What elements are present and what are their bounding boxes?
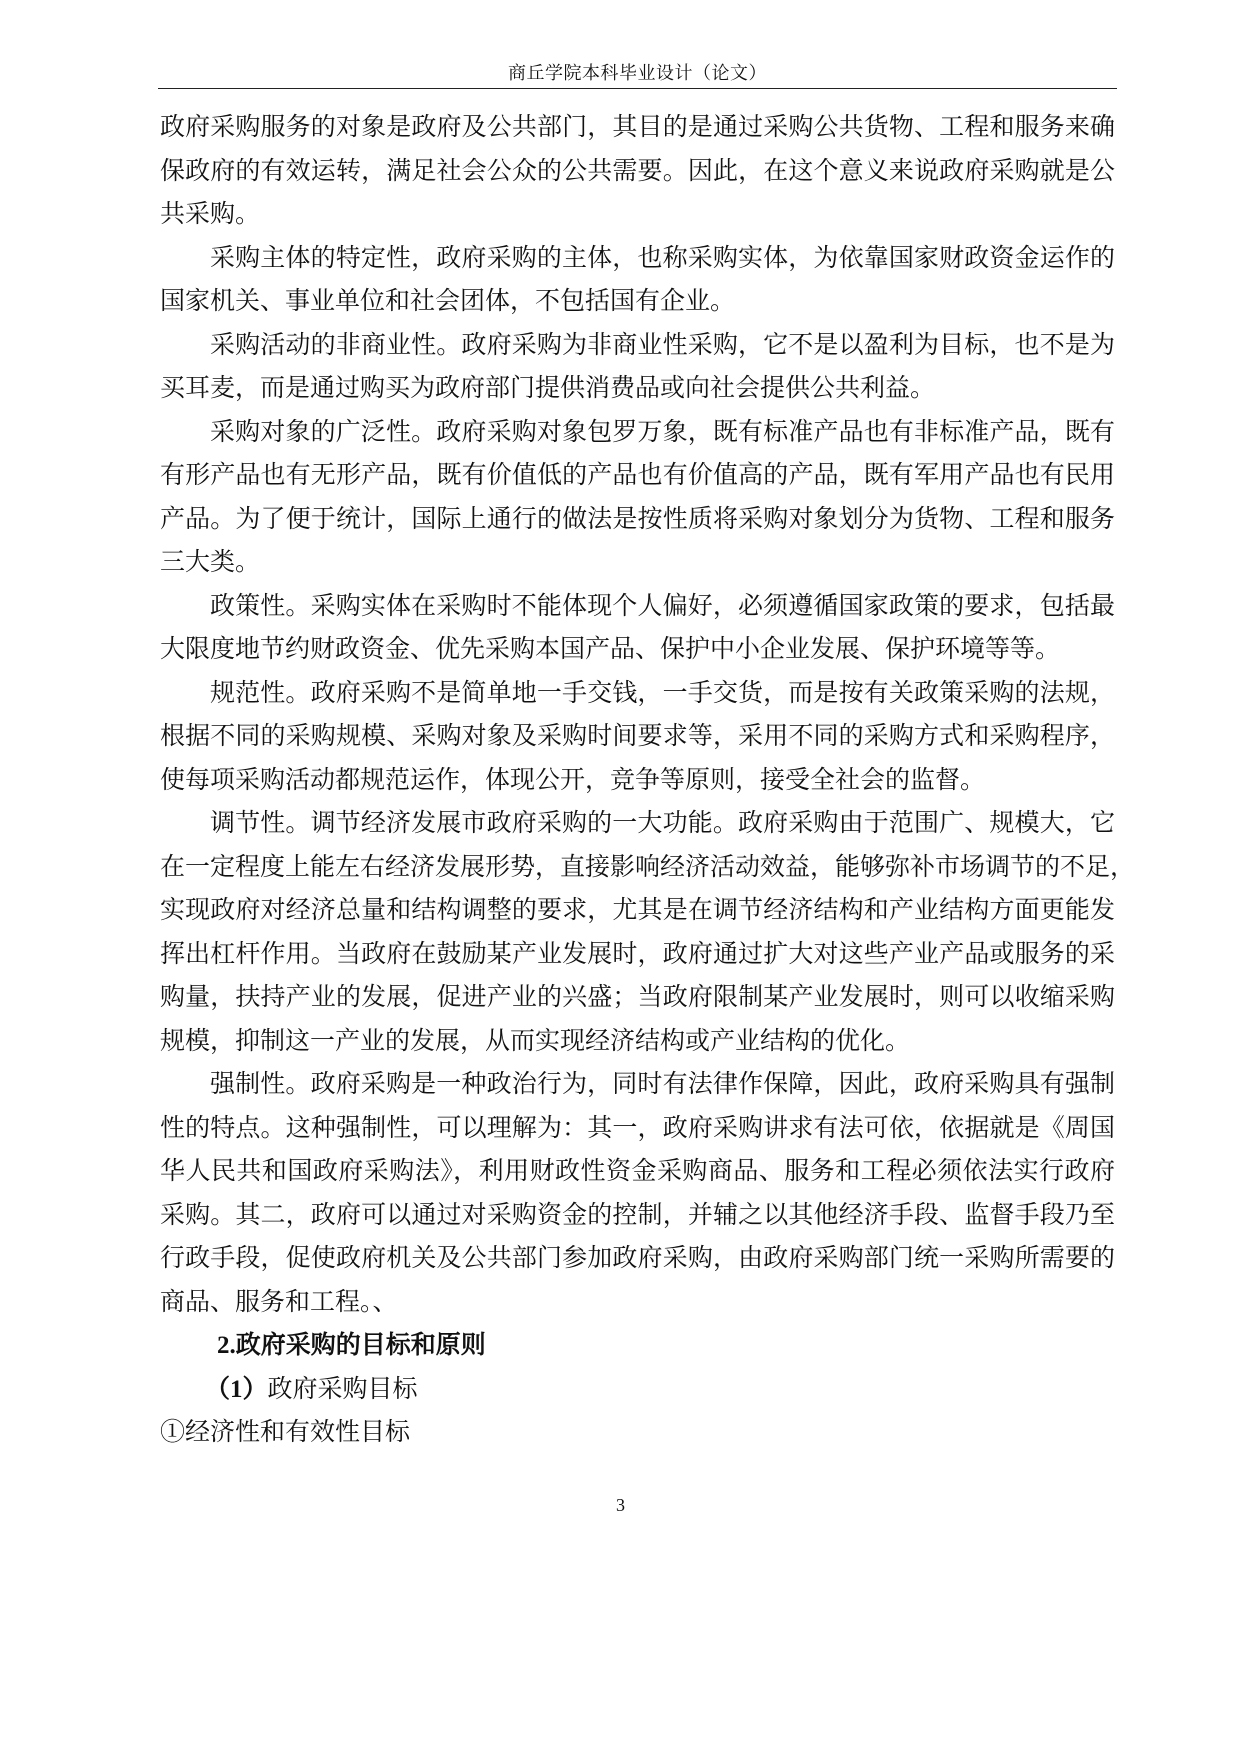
paragraph-line: 共采购。 — [160, 201, 261, 228]
paragraph-line: 行政手段，促使政府机关及公共部门参加政府采购，由政府采购部门统一采购所需要的 — [160, 1245, 1115, 1272]
paragraph-line: 华人民共和国政府采购法》，利用财政性资金采购商品、服务和工程必须依法实行政府 — [160, 1158, 1115, 1185]
paragraph-line: 根据不同的采购规模、采购对象及采购时间要求等，采用不同的采购方式和采购程序， — [160, 723, 1115, 750]
section-heading: 2.政府采购的目标和原则 — [217, 1332, 486, 1359]
paragraph — [160, 106, 1115, 237]
page-header — [158, 60, 1117, 89]
paragraph-line: 政策性。采购实体在采购时不能体现个人偏好，必须遵循国家政策的要求，包括最 — [210, 592, 1115, 620]
subsection-heading — [160, 1368, 1115, 1412]
paragraph — [160, 672, 1115, 803]
paragraph-line: 使每项采购活动都规范运作，体现公开，竞争等原则，接受全社会的监督。 — [160, 766, 986, 794]
paragraph — [160, 585, 1115, 672]
paragraph-line: 挥出杠杆作用。当政府在鼓励某产业发展时，政府通过扩大对这些产业产品或服务的采 — [160, 940, 1115, 968]
paragraph-line: 采购主体的特定性，政府采购的主体，也称采购实体，为依靠国家财政资金运作的 — [210, 244, 1115, 272]
paragraph — [160, 237, 1115, 324]
paragraph-line: 商品、服务和工程。、 — [160, 1288, 398, 1316]
paragraph-line: 规模，抑制这一产业的发展，从而实现经济结构或产业结构的优化。 — [160, 1027, 911, 1055]
paragraph — [160, 411, 1115, 585]
paragraph-line: 采购对象的广泛性。政府采购对象包罗万象，既有标准产品也有非标准产品，既有 — [210, 418, 1115, 446]
paragraph — [160, 324, 1115, 411]
body-text — [160, 106, 1136, 1455]
paragraph-line: 政府采购服务的对象是政府及公共部门，其目的是通过采购公共货物、工程和服务来确 — [160, 114, 1115, 141]
paragraph-line: 买耳麦，而是通过购买为政府部门提供消费品或向社会提供公共利益。 — [160, 375, 936, 402]
paragraph-line: 强制性。政府采购是一种政治行为，同时有法律作保障，因此，政府采购具有强制 — [210, 1071, 1115, 1098]
paragraph-line: 调节性。调节经济发展市政府采购的一大功能。政府采购由于范围广、规模大，它 — [210, 810, 1115, 837]
paragraph-line: 购量，扶持产业的发展，促进产业的兴盛；当政府限制某产业发展时，则可以收缩采购 — [160, 984, 1115, 1011]
header-title: 商丘学院本科毕业设计（论文） — [508, 63, 767, 83]
paragraph-line: 性的特点。这种强制性，可以理解为：其一，政府采购讲求有法可依，依据就是《周国 — [160, 1114, 1115, 1142]
page-number: 3 — [616, 1495, 625, 1515]
subsection-text: 政府采购目标 — [267, 1375, 418, 1403]
paragraph-line: 保政府的有效运转，满足社会公众的公共需要。因此，在这个意义来说政府采购就是公 — [160, 157, 1115, 185]
paragraph-line: 国家机关、事业单位和社会团体，不包括国有企业。 — [160, 288, 736, 315]
paragraph-line: 采购活动的非商业性。政府采购为非商业性采购，它不是以盈利为目标，也不是为 — [210, 331, 1115, 359]
list-item: ①经济性和有效性目标 — [160, 1419, 411, 1446]
paragraph-line: 在一定程度上能左右经济发展形势，直接影响经济活动效益，能够弥补市场调节的不足， — [160, 853, 1136, 881]
paragraph — [160, 802, 1136, 1063]
paragraph — [160, 1063, 1115, 1324]
paragraph-line: 规范性。政府采购不是简单地一手交钱，一手交货，而是按有关政策采购的法规， — [210, 679, 1115, 707]
paragraph-line: 大限度地节约财政资金、优先采购本国产品、保护中小企业发展、保护环境等等。 — [160, 636, 1061, 663]
paragraph-line: 实现政府对经济总量和结构调整的要求，尤其是在调节经济结构和产业结构方面更能发 — [160, 897, 1115, 924]
paragraph-line: 产品。为了便于统计，国际上通行的做法是按性质将采购对象划分为货物、工程和服务 — [160, 505, 1115, 533]
paragraph-line: 三大类。 — [160, 549, 261, 576]
paragraph-line: 有形产品也有无形产品，既有价值低的产品也有价值高的产品，既有军用产品也有民用 — [160, 462, 1115, 489]
paragraph-line: 采购。其二，政府可以通过对采购资金的控制，并辅之以其他经济手段、监督手段乃至 — [160, 1201, 1115, 1229]
subsection-number: （1） — [205, 1375, 268, 1403]
